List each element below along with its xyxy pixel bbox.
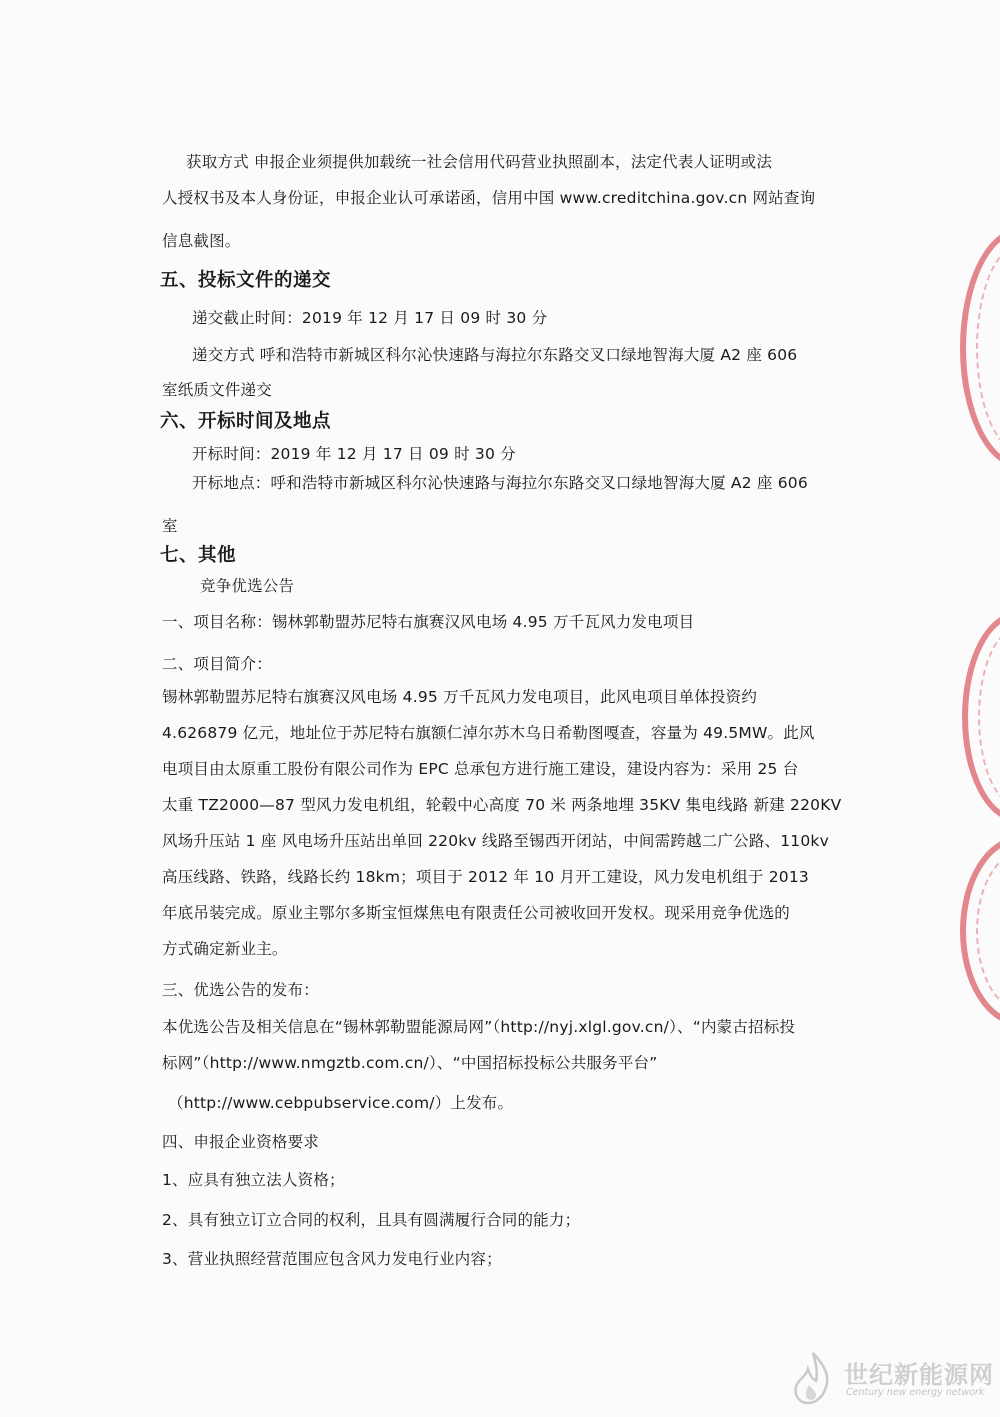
watermark-name: 世纪新能源网 bbox=[844, 1361, 994, 1389]
text-line: 2、具有独立订立合同的权利，且具有圆满履行合同的能力； bbox=[162, 1211, 581, 1229]
notice-title: 竞争优选公告 bbox=[200, 577, 295, 595]
watermark-tagline: Century new energy network bbox=[846, 1387, 985, 1398]
text-line: 年底吊装完成。原业主鄂尔多斯宝恒煤焦电有限责任公司被收回开发权。现采用竞争优选的 bbox=[162, 904, 791, 922]
red-seal-stamp bbox=[962, 612, 1000, 822]
red-seal-stamp bbox=[960, 228, 1000, 468]
text-line: （http://www.cebpubservice.com/）上发布。 bbox=[168, 1094, 514, 1112]
text-line: 获取方式 申报企业须提供加载统一社会信用代码营业执照副本，法定代表人证明或法 bbox=[186, 153, 773, 171]
text-line: 标网”（http://www.nmgztb.com.cn/）、“中国招标投标公共服务平台” bbox=[162, 1054, 658, 1072]
text-line: 四、申报企业资格要求 bbox=[162, 1133, 320, 1151]
text-line: 锡林郭勒盟苏尼特右旗赛汉风电场 4.95 万千瓦风力发电项目，此风电项目单体投资约 bbox=[162, 688, 758, 706]
section-heading-6: 六、开标时间及地点 bbox=[160, 411, 332, 432]
red-seal-stamp bbox=[960, 836, 1000, 1026]
text-line: 太重 TZ2000—87 型风力发电机组，轮毂中心高度 70 米 两条地埋 35KV 集电线路 新建 220KV bbox=[162, 796, 842, 814]
text-line: 开标地点：呼和浩特市新城区科尔沁快速路与海拉尔东路交叉口绿地智海大厦 A2 座 606 bbox=[192, 474, 808, 492]
text-line: 递交截止时间：2019 年 12 月 17 日 09 时 30 分 bbox=[192, 309, 548, 327]
text-line: 信息截图。 bbox=[162, 232, 241, 250]
text-line: 一、项目名称：锡林郭勒盟苏尼特右旗赛汉风电场 4.95 万千瓦风力发电项目 bbox=[162, 613, 695, 631]
text-line: 室 bbox=[162, 517, 178, 535]
text-line: 方式确定新业主。 bbox=[162, 940, 288, 958]
section-heading-7: 七、其他 bbox=[160, 545, 237, 566]
text-line: 3、营业执照经营范围应包含风力发电行业内容； bbox=[162, 1250, 502, 1268]
text-line: 开标时间：2019 年 12 月 17 日 09 时 30 分 bbox=[192, 445, 516, 463]
site-watermark bbox=[786, 1349, 994, 1409]
text-line: 二、项目简介： bbox=[162, 655, 272, 673]
text-line: 风场升压站 1 座 风电场升压站出单回 220kv 线路至锡西开闭站，中间需跨越二广公路、110kv bbox=[162, 832, 829, 850]
text-line: 电项目由太原重工股份有限公司作为 EPC 总承包方进行施工建设，建设内容为：采用 25 台 bbox=[162, 760, 799, 778]
text-line: 人授权书及本人身份证，申报企业认可承诺函，信用中国 www.creditchina.gov.cn 网站查询 bbox=[162, 189, 816, 207]
flame-logo-icon bbox=[786, 1349, 840, 1407]
text-line: 本优选公告及相关信息在“锡林郭勒盟能源局网”（http://nyj.xlgl.gov.cn/）、“内蒙古招标投 bbox=[162, 1018, 796, 1036]
text-line: 室纸质文件递交 bbox=[162, 381, 272, 399]
section-heading-5: 五、投标文件的递交 bbox=[160, 270, 332, 291]
text-line: 4.626879 亿元，地址位于苏尼特右旗额仁淖尔苏木乌日希勒图嘎查，容量为 49.5MW。此风 bbox=[162, 724, 815, 742]
text-line: 三、优选公告的发布： bbox=[162, 981, 320, 999]
text-line: 1、应具有独立法人资格； bbox=[162, 1171, 345, 1189]
text-line: 高压线路、铁路，线路长约 18km；项目于 2012 年 10 月开工建设，风力发电机组于 2013 bbox=[162, 868, 809, 886]
text-line: 递交方式 呼和浩特市新城区科尔沁快速路与海拉尔东路交叉口绿地智海大厦 A2 座 606 bbox=[192, 346, 798, 364]
